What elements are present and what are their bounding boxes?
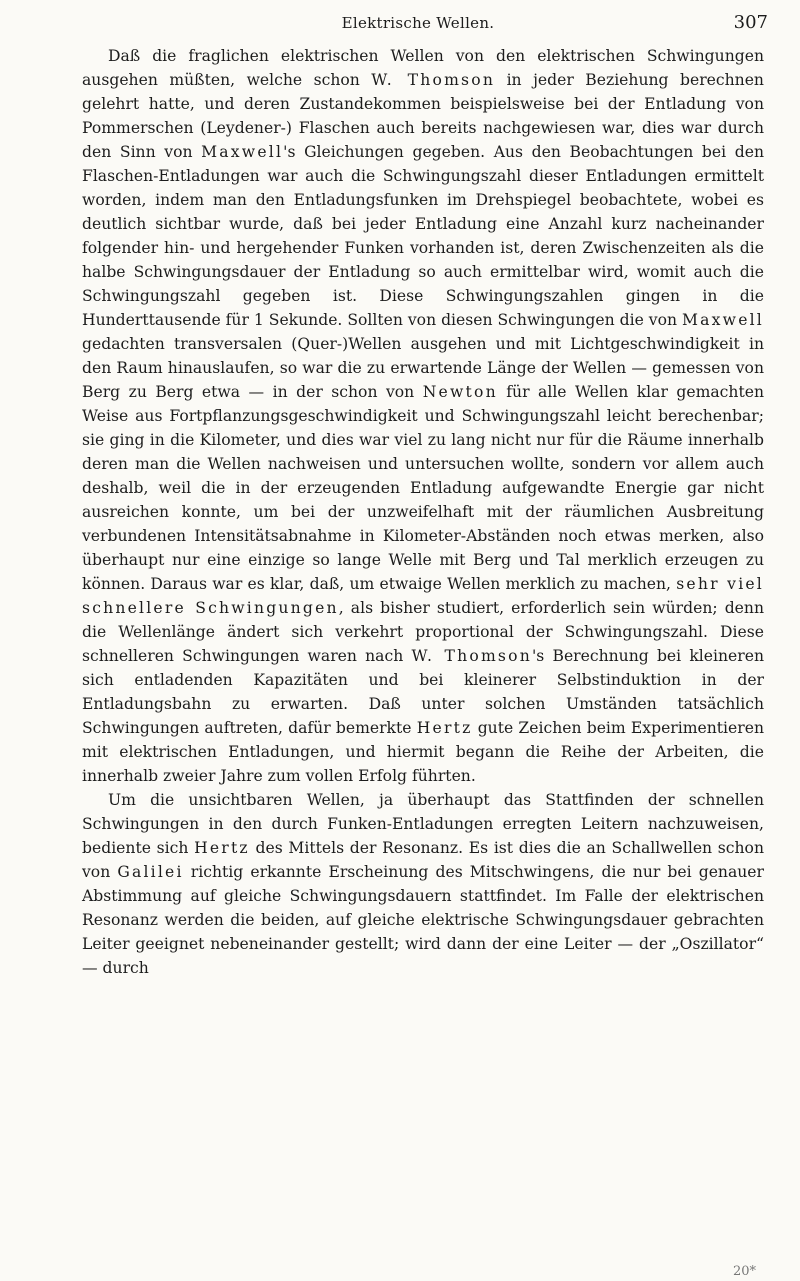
text-run: richtig erkannte Erscheinung des Mitschwingens, die nur bei genauer Abstimmung auf gleiche Schwingungsdauern stattfindet. Im Falle der elektrischen Resonanz werden die beiden, auf gleiche elektrische Schwingungsdauer gebrachten Leiter geeignet nebeneinander gestellt; wird dann der eine Leiter — der „Oszillator“ — durch xyxy=(82,863,764,977)
text-run: für alle Wellen klar gemachten Weise aus Fortpflanzungsgeschwindigkeit und Schwingungszahl leicht berechenbar; sie ging in die Kilometer, und dies war viel zu lang nicht nur für die Räume innerhalb deren man die Wellen nachweisen und untersuchen wollte, sondern vor allem auch deshalb, weil die in der erzeugenden Entladung aufgewandte Energie gar nicht ausreichen konnte, um bei der unzweifelhaft mit der räumlichen Ausbreitung verbundenen Intensitätsabnahme in Kilometer-Abständen noch etwas merken, also überhaupt nur eine einzige so lange Welle mit Berg und Tal merklich erzeugen zu können. Daraus war es klar, daß, um etwaige Wellen merklich zu machen, xyxy=(82,383,764,593)
person-name: W. Thomson xyxy=(371,71,496,89)
text-run: gute Zeichen beim Experimentieren mit elektrischen Entladungen, und hiermit begann die Reihe der Arbeiten, die innerhalb zweier Jahre zum vollen Erfolg führten. xyxy=(82,719,765,785)
emphasis: sehr viel schnellere Schwingungen xyxy=(82,575,764,617)
running-title: Elektrische Wellen. xyxy=(341,14,495,32)
text-run: 's Gleichungen gegeben. Aus den Beobachtungen bei den Flaschen-Entladungen war auch die Schwingungszahl dieser Entladungen ermittelt worden, indem man den Entladungsfunken im Drehspiegel beobachtete, wobei es deutlich sichtbar wurde, daß bei jeder Entladung eine Anzahl kurz nacheinander folgender hin- und hergehender Funken vorhanden ist, deren Zwischenzeiten als die halbe Schwingungsdauer der Entladung so auch ermittelbar wird, womit auch die Schwingungszahl gegeben ist. Diese Schwingungszahlen gingen in die Hunderttausende für 1 Sekunde. Sollten von diesen Schwingungen die von xyxy=(82,143,764,329)
text-run: Daß die fraglichen elektrischen Wellen von den elektrischen Schwingungen ausgehen müßten, welche schon xyxy=(82,47,764,89)
signature-mark: 20* xyxy=(732,1264,756,1279)
page-number: 307 xyxy=(733,12,768,33)
paragraph-1 xyxy=(82,44,764,788)
person-name: Maxwell xyxy=(201,143,284,161)
paragraph-2 xyxy=(82,788,764,980)
person-name: W. Thomson xyxy=(411,647,532,665)
text-run: in jeder Beziehung berechnen gelehrt hatte, und deren Zustandekommen beispielsweise bei der Entladung von Pommerschen (Leydener-) Flaschen auch bereits nachgewiesen war, dies war durch den Sinn von xyxy=(82,71,764,161)
text-run: des Mittels der Resonanz. Es ist dies die an Schallwellen schon von xyxy=(82,839,764,881)
person-name: Maxwell xyxy=(681,311,764,329)
text-run: , als bisher studiert, erforderlich sein würden; denn die Wellenlänge ändert sich verkehrt proportional der Schwingungszahl. Diese schnelleren Schwingungen waren nach xyxy=(82,599,764,665)
person-name: Hertz xyxy=(416,719,473,737)
text-run: 's Berechnung bei kleineren sich entladenden Kapazitäten und bei kleinerer Selbstinduktion in der Entladungsbahn zu erwarten. Daß unter solchen Umständen tatsächlich Schwingungen auftreten, dafür bemerkte xyxy=(82,647,764,737)
person-name: Galilei xyxy=(117,863,184,881)
person-name: Newton xyxy=(422,383,498,401)
body-text xyxy=(82,44,764,980)
person-name: Hertz xyxy=(194,839,250,857)
text-run: gedachten transversalen (Quer-)Wellen ausgehen und mit Lichtgeschwindigkeit in den Raum hinauslaufen, so war die zu erwartende Länge der Wellen — gemessen von Berg zu Berg etwa — in der schon von xyxy=(82,335,764,401)
page-header xyxy=(68,6,768,36)
text-run: Um die unsichtbaren Wellen, ja überhaupt das Stattfinden der schnellen Schwingungen in den durch Funken-Entladungen erregten Leitern nachzuweisen, bediente sich xyxy=(82,791,764,857)
